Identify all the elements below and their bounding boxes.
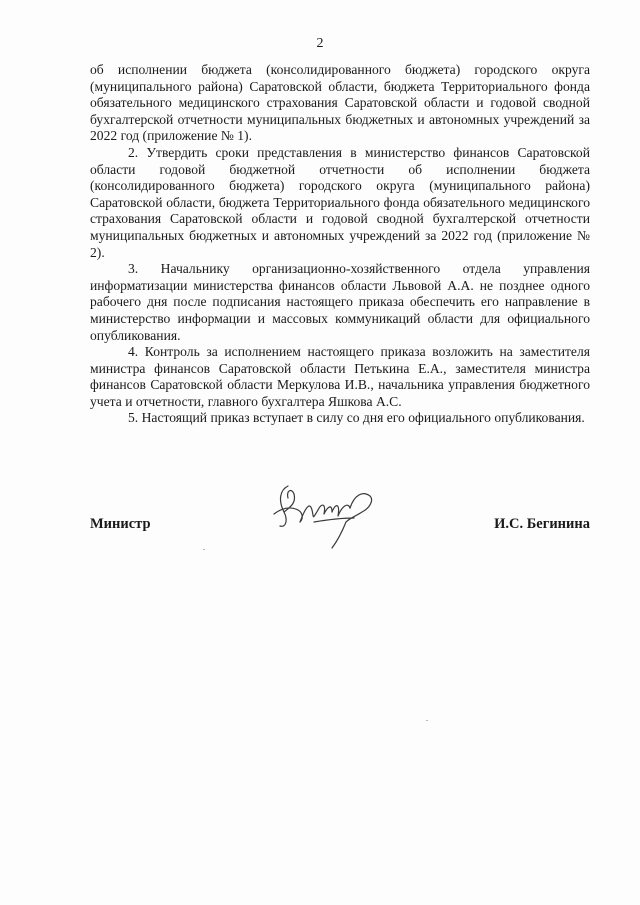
scan-speck	[426, 720, 428, 721]
paragraph-item-2: 2. Утвердить сроки представления в министерство финансов Саратовской области годовой бюджетной отчетности об исполнении бюджета (консолидированного бюджета) городского округа (муниципального района) Саратовской области, бюджета Территориального фонда обязательного медицинского страхования Саратовской области и годовой сводной бухгалтерской отчетности муниципальных бюджетных и автономных учреждений за 2022 год (приложение № 2).	[90, 144, 590, 260]
paragraph-item-5: 5. Настоящий приказ вступает в силу со дня его официального опубликования.	[128, 410, 585, 426]
signer-role: Министр	[90, 516, 151, 532]
paragraph-item-3: 3. Начальнику организационно-хозяйственного отдела управления информатизации министерства финансов области Львовой А.А. не позднее одного рабочего дня после подписания настоящего приказа обеспечить его направление в министерство информации и массовых коммуникаций области для официального опубликования.	[90, 261, 590, 343]
paragraph-continuation: об исполнении бюджета (консолидированного бюджета) городского округа (муниципального района) Саратовской области, бюджета Территориального фонда обязательного медицинского страхования Саратовской области и годовой сводной бухгалтерской отчетности муниципальных бюджетных и автономных учреждений за 2022 год (приложение № 1).	[90, 62, 590, 144]
paragraph-item-4: 4. Контроль за исполнением настоящего приказа возложить на заместителя министра финансов Саратовской области Петькина Е.А., заместителя министра финансов Саратовской области Меркулова И.В., начальника управления бюджетного учета и отчетности, главного бухгалтера Яшкова А.С.	[90, 344, 590, 409]
page-number: 2	[316, 36, 324, 51]
scan-speck	[203, 549, 205, 550]
signature-block	[90, 516, 590, 536]
signer-name: И.С. Бегинина	[494, 516, 590, 532]
document-body	[90, 62, 590, 427]
